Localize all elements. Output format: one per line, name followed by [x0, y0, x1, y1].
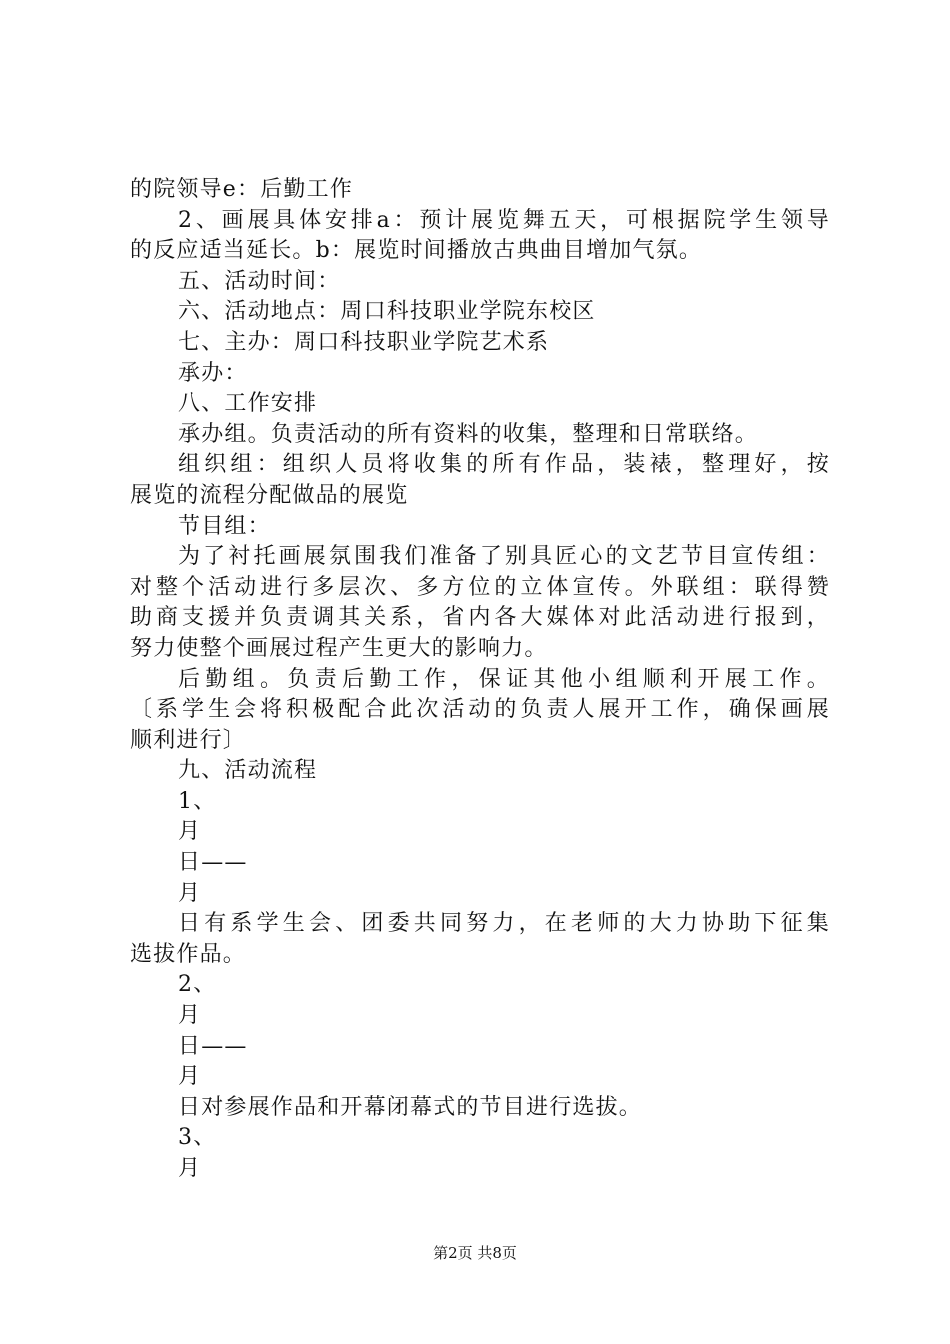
text-line: 五、活动时间：	[178, 268, 341, 294]
text-line: 对整个活动进行多层次、多方位的立体宣传。外联组：联得赞	[130, 574, 830, 600]
text-line: 九、活动流程	[178, 758, 318, 784]
text-line: 月	[178, 880, 202, 906]
text-line: 助商支援并负责调其关系，省内各大媒体对此活动进行报到，	[130, 605, 830, 631]
text-line: 月	[178, 819, 202, 845]
text-line: 七、主办：周口科技职业学院艺术系	[178, 329, 550, 355]
page-footer: 第2页 共8页	[433, 1244, 517, 1262]
text-line: 〔系学生会将积极配合此次活动的负责人展开工作，确保画展	[130, 697, 830, 723]
text-line: 3、	[178, 1125, 217, 1151]
text-line: 展览的流程分配做品的展览	[130, 482, 409, 508]
text-line: 选拔作品。	[130, 941, 247, 967]
text-line: 2、画展具体安排a：预计展览舞五天，可根据院学生领导	[178, 207, 830, 233]
text-line: 日——	[178, 850, 248, 876]
text-line: 为了衬托画展氛围我们准备了别具匠心的文艺节目宣传组：	[178, 544, 830, 570]
text-line: 的反应适当延长。b：展览时间播放古典曲目增加气氛。	[130, 238, 703, 264]
text-line: 承办组。负责活动的所有资料的收集，整理和日常联络。	[178, 421, 759, 447]
text-line: 八、工作安排	[178, 391, 318, 417]
text-line: 1、	[178, 788, 217, 814]
text-line: 承办：	[178, 360, 248, 386]
text-line: 2、	[178, 972, 217, 998]
text-line: 的院领导e：后勤工作	[130, 177, 354, 202]
text-line: 月	[178, 1156, 202, 1181]
text-line: 日有系学生会、团委共同努力，在老师的大力协助下征集	[178, 911, 830, 937]
text-line: 节目组：	[178, 513, 271, 539]
text-line: 后勤组。负责后勤工作，保证其他小组顺利开展工作。	[178, 666, 830, 692]
text-line: 月	[178, 1003, 202, 1029]
document-body	[130, 175, 830, 1185]
text-line: 努力使整个画展过程产生更大的影响力。	[130, 635, 548, 661]
text-line: 六、活动地点：周口科技职业学院东校区	[178, 299, 596, 325]
text-line: 日对参展作品和开幕闭幕式的节目进行选拔。	[178, 1094, 643, 1120]
text-line: 组织组：组织人员将收集的所有作品，装裱，整理好，按	[178, 452, 830, 478]
text-line: 日——	[178, 1033, 248, 1059]
text-line: 月	[178, 1064, 202, 1090]
text-line: 顺利进行〕	[130, 727, 247, 753]
